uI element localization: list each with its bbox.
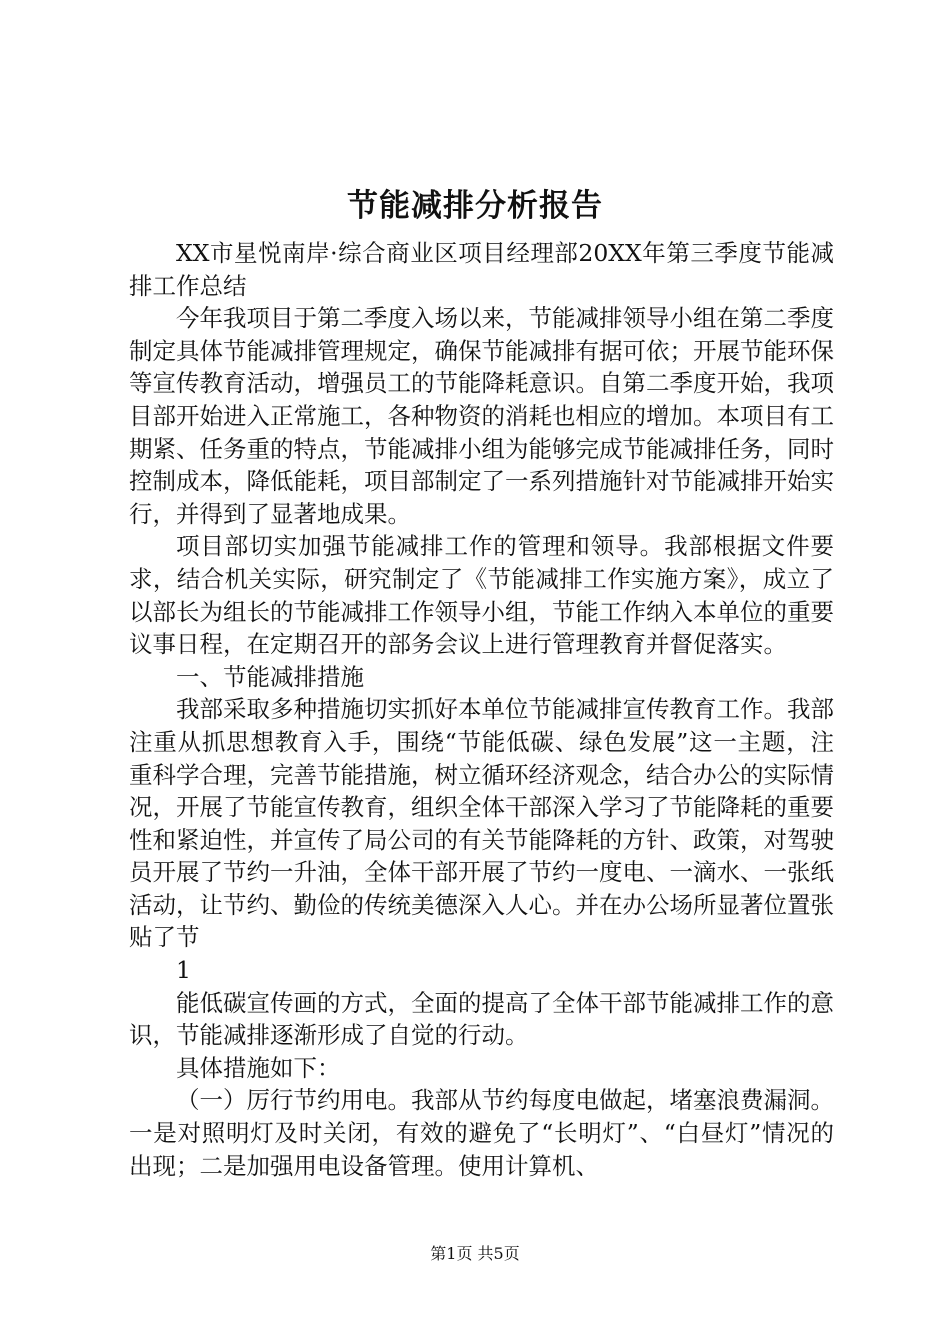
page-footer: 第1页 共5页 [430,1244,520,1263]
page-number-marker: 1 [176,956,191,985]
body-paragraph: 能低碳宣传画的方式，全面的提高了全体干部节能减排工作的意识，节能减排逐渐形成了自觉的行动。 [129,988,834,1050]
body-paragraph: 我部采取多种措施切实抓好本单位节能减排宣传教育工作。我部注重从抓思想教育入手，围绕“节能低碳、绿色发展”这一主题，注重科学合理，完善节能措施，树立循环经济观念，结合办公的实际情况，开展了节能宣传教育，组织全体干部深入学习了节能降耗的重要性和紧迫性，并宣传了局公司的有关节能降耗的方针、政策，对驾驶员开展了节约一升油，全体干部开展了节约一度电、一滴水、一张纸活动，让节约、勤俭的传统美德深入人心。并在办公场所显著位置张贴了节 [129,695,834,952]
page-title: 节能减排分析报告 [347,188,603,224]
section-heading: 一、节能减排措施 [176,662,364,691]
list-intro: 具体措施如下： [176,1053,341,1082]
body-paragraph: 今年我项目于第二季度入场以来，节能减排领导小组在第二季度制定具体节能减排管理规定，确保节能减排有据可依；开展节能环保等宣传教育活动，增强员工的节能降耗意识。自第二季度开始，我项目部开始进入正常施工，各种物资的消耗也相应的增加。本项目有工期紧、任务重的特点，节能减排小组为能够完成节能减排任务，同时控制成本，降低能耗，项目部制定了一系列措施针对节能减排开始实行，并得到了显著地成果。 [129,304,834,528]
document-body [129,237,834,1182]
body-paragraph: 项目部切实加强节能减排工作的管理和领导。我部根据文件要求，结合机关实际，研究制定了《节能减排工作实施方案》，成立了以部长为组长的节能减排工作领导小组，节能工作纳入本单位的重要议事日程，在定期召开的部务会议上进行管理教育并督促落实。 [129,532,834,659]
intro-paragraph: XX市星悦南岸·综合商业区项目经理部20XX年第三季度节能减排工作总结 [129,239,834,300]
list-item: （一）厉行节约用电。我部从节约每度电做起，堵塞浪费漏洞。一是对照明灯及时关闭，有效的避免了“长明灯”、“白昼灯”情况的出现；二是加强用电设备管理。使用计算机、 [129,1086,834,1180]
